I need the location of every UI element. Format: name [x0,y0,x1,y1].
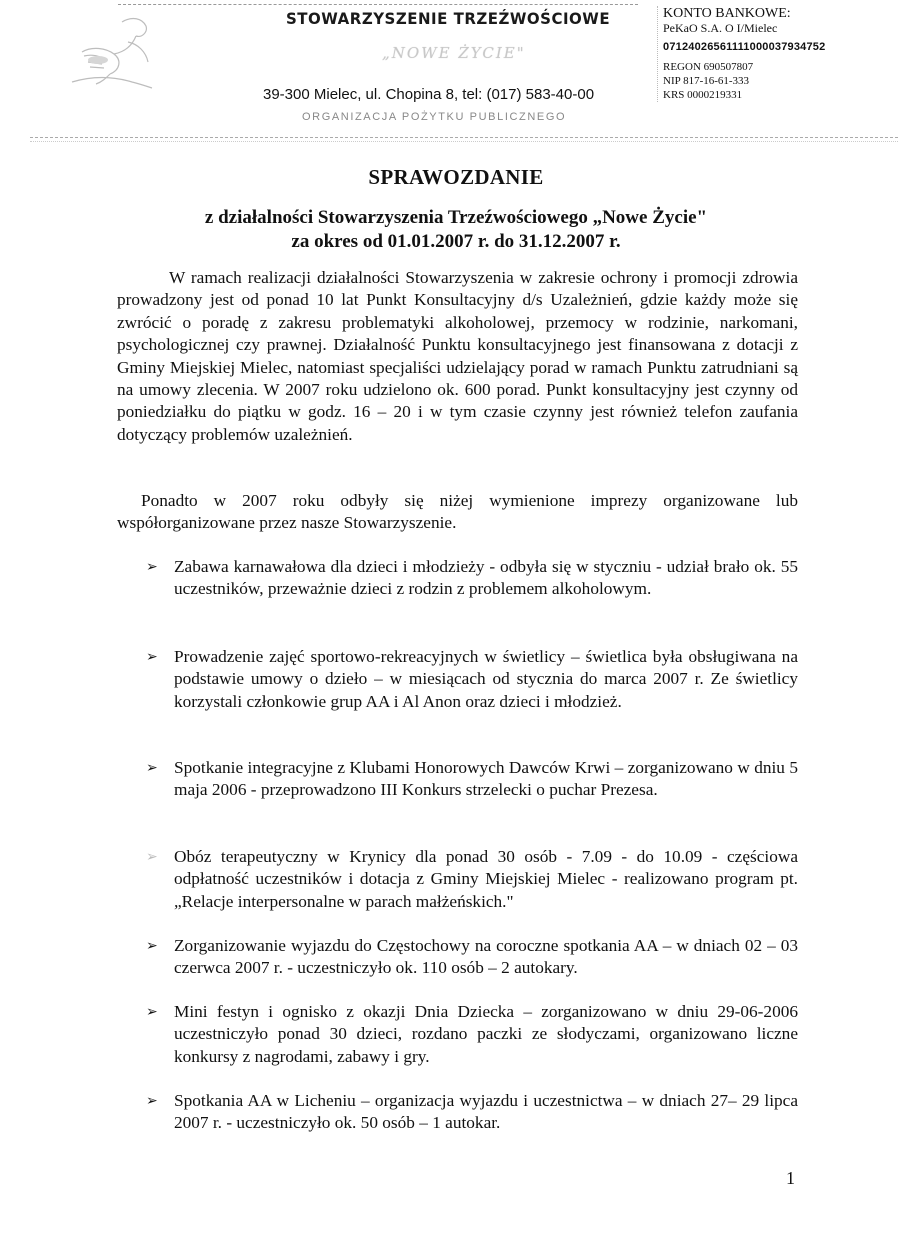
list-item [146,935,798,980]
page-number: 1 [786,1168,795,1188]
opp-status: ORGANIZACJA POŻYTKU PUBLICZNEGO [302,111,567,123]
list-item [146,556,798,601]
letterhead-bottom-rule-secondary [30,141,898,142]
arrow-bullet-icon: ➢ [146,938,158,954]
organization-subname: „NOWE ŻYCIE" [382,44,526,62]
list-item-text: Zorganizowanie wyjazdu do Częstochowy na coroczne spotkania AA – w dniach 02 – 03 czerwca 2007 r. - uczestniczyło ok. 110 osób – 2 autokary. [174,936,798,978]
list-item-text: Spotkanie integracyjne z Klubami Honorowych Dawców Krwi – zorganizowano w dniu 5 maja 2006 - przeprowadzono III Konkurs strzelecki o puchar Prezesa. [174,758,798,800]
list-item [146,1001,798,1068]
list-item [146,846,798,913]
arrow-bullet-icon: ➢ [146,1093,158,1109]
arrow-bullet-icon: ➢ [146,849,158,865]
arrow-bullet-icon: ➢ [146,649,158,665]
intro-paragraph: W ramach realizacji działalności Stowarzyszenia w zakresie ochrony i promocji zdrowia prowadzony jest od ponad 10 lat Punkt Konsultacyjny d/s Uzależnień, gdzie każdy może się zwrócić o poradę z zakresu problematyki alkoholowej, przemocy w rodzinie, narkomani, psychologicznej czy prawnej. Działalność Punktu konsultacyjnego jest finansowana z dotacji z Gminy Miejskiej Mielec, natomiast specjaliści udzielający porad w ramach Punktu zatrudniani są na umowy zlecenia. W 2007 roku udzielono ok. 600 porad. Punkt konsultacyjny jest czynny od poniedziałku do piątku w godz. 16 – 20 i w tym czasie czynny jest również telefon zaufania dotyczący problemów uzależnień. [117,268,798,444]
list-item [146,646,798,713]
krs-number: KRS 0000219331 [663,89,743,101]
bank-account-number: 07124026561111000037934752 [663,41,826,53]
bank-details [657,6,893,102]
bank-title: KONTO BANKOWE: [663,6,791,21]
events-intro-paragraph: Ponadto w 2007 roku odbyły się niżej wymienione imprezy organizowane lub współorganizowane przez nasze Stowarzyszenie. [117,491,798,533]
arrow-bullet-icon: ➢ [146,1004,158,1020]
subtitle-line-1: z działalności Stowarzyszenia Trzeźwościowego „Nowe Życie" [204,207,708,228]
list-item-text: Prowadzenie zajęć sportowo-rekreacyjnych w świetlicy – świetlica była obsługiwana na podstawie umowy o dzieło – w miesiącach od stycznia do marca 2007 r. Ze świetlicy korzystali członkowie grup AA i Al Anon oraz dzieci i młodzież. [174,647,798,711]
arrow-bullet-icon: ➢ [146,760,158,776]
list-item-text: Obóz terapeutyczny w Krynicy dla ponad 30 osób - 7.09 - do 10.09 - częściowa odpłatność uczestników i dotacja z Gminy Miejskiej Mielec - realizowano program pt. „Relacje interpersonalne w parach małżeńskich." [174,847,798,911]
document-subtitle [0,206,912,254]
nip-number: NIP 817-16-61-333 [663,75,750,87]
arrow-bullet-icon: ➢ [146,559,158,575]
regon-number: REGON 690507807 [663,61,754,73]
subtitle-line-2: za okres od 01.01.2007 r. do 31.12.2007 r. [291,231,621,252]
document-title: SPRAWOZDANIE [368,165,544,189]
list-item-text: Spotkania AA w Licheniu – organizacja wyjazdu i uczestnictwa – w dniach 27– 29 lipca 2007 r. - uczestniczyło ok. 50 osób – 1 autokar. [174,1091,798,1133]
list-item [146,1090,798,1135]
organization-name: STOWARZYSZENIE TRZEŹWOŚCIOWE [286,9,611,29]
stylized-figure-logo [62,12,157,92]
letterhead-top-rule [118,4,638,5]
list-item-text: Mini festyn i ognisko z okazji Dnia Dziecka – zorganizowano w dniu 29-06-2006 uczestniczyło ponad 30 dzieci, rozdano paczki ze słodyczami, organizowano liczne konkursy z nagrodami, zabawy i gry. [174,1002,798,1066]
list-item [146,757,798,802]
list-item-text: Zabawa karnawałowa dla dzieci i młodzieży - odbyła się w styczniu - udział brało ok. 55 uczestników, przeważnie dzieci z rodzin z problemem alkoholowym. [174,557,798,599]
letterhead-bottom-rule [30,137,898,138]
bank-name: PeKaO S.A. O I/Mielec [663,21,778,35]
organization-address: 39-300 Mielec, ul. Chopina 8, tel: (017) 583-40-00 [263,86,595,103]
